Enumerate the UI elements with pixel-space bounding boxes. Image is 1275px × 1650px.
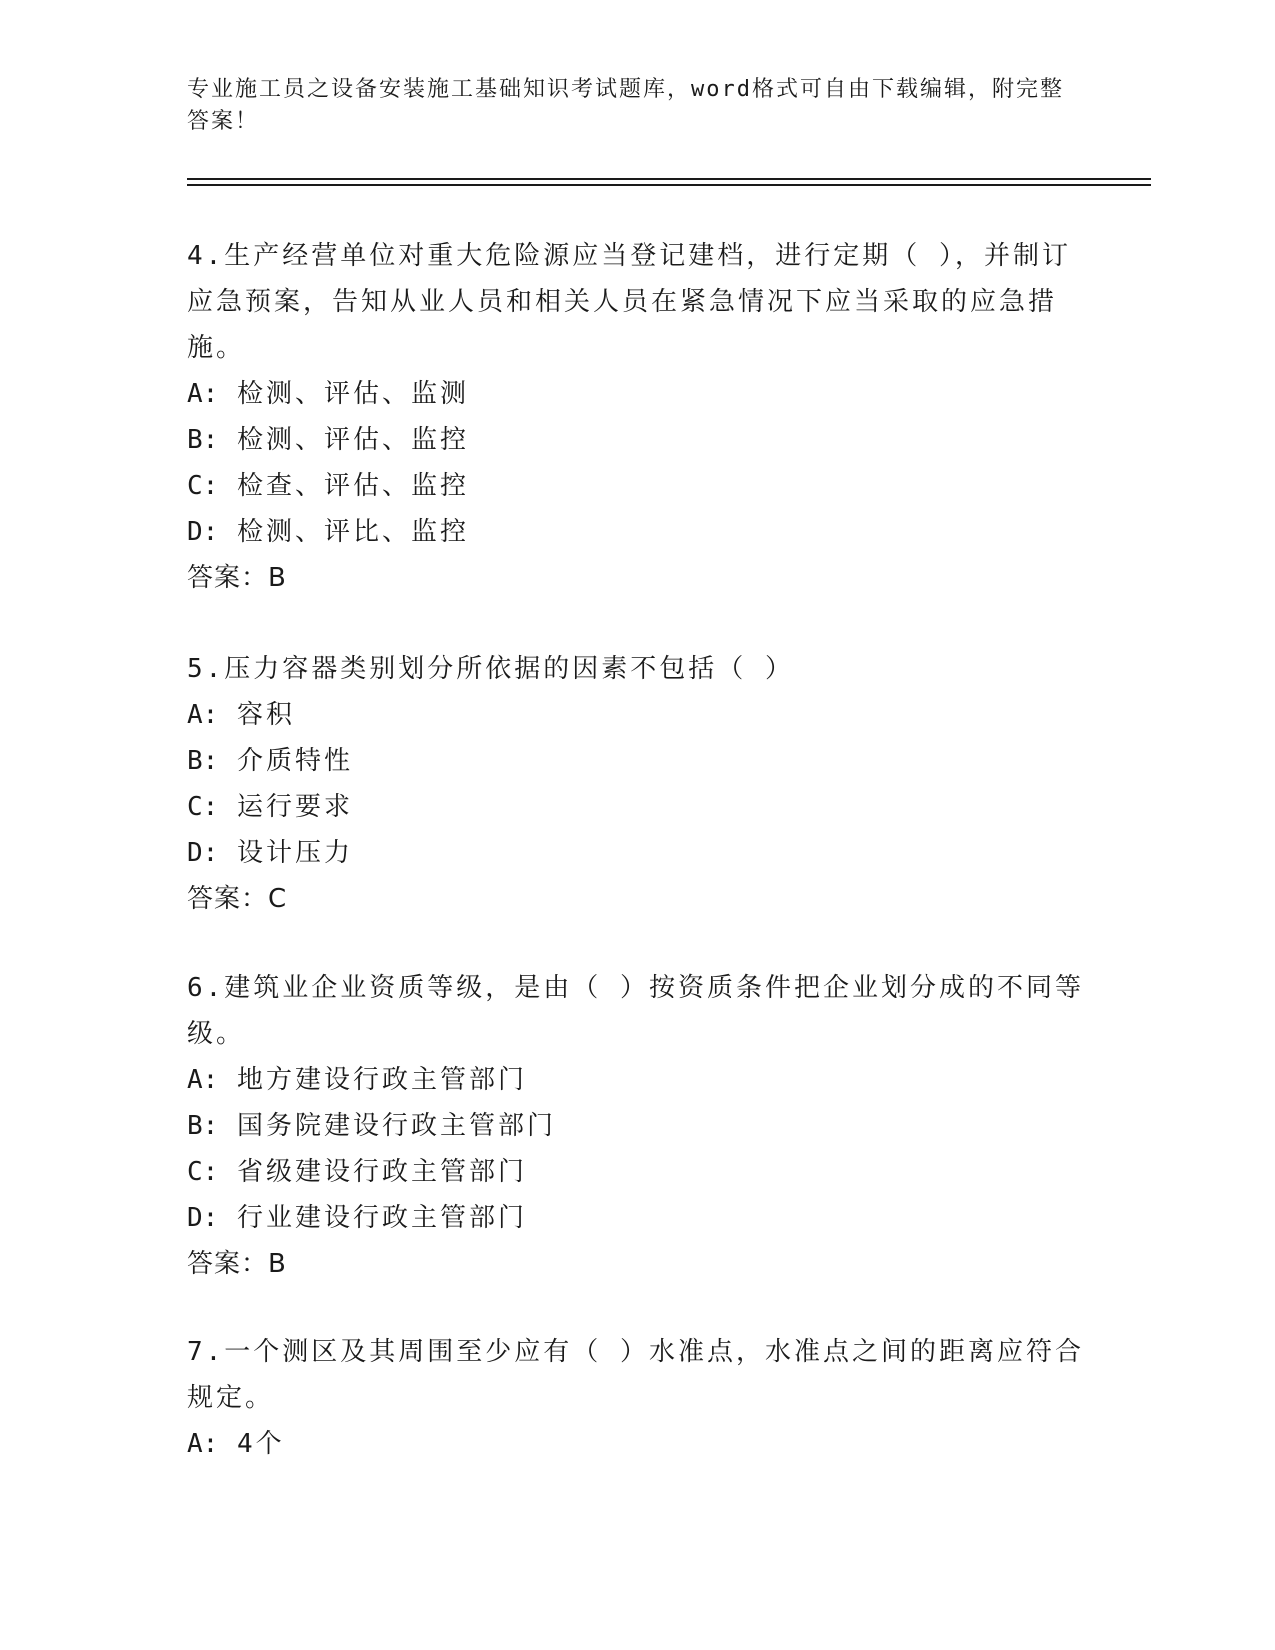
- option-text: 检测、评估、监控: [236, 425, 469, 455]
- header-rule-bottom: [187, 184, 1151, 186]
- option-b: [187, 1103, 1087, 1149]
- option-d: [187, 509, 1087, 555]
- option-text: 容积: [236, 700, 295, 730]
- option-label: D:: [187, 1203, 219, 1233]
- option-c: [187, 1149, 1087, 1195]
- option-label: A:: [187, 700, 219, 730]
- option-text: 4个: [236, 1429, 285, 1459]
- option-text: 国务院建设行政主管部门: [236, 1111, 556, 1141]
- option-label: D:: [187, 838, 219, 868]
- question-stem: 4.生产经营单位对重大危险源应当登记建档，进行定期（ ），并制订应急预案，告知从业人员和相关人员在紧急情况下应当采取的应急措施。: [187, 241, 1071, 363]
- option-c: [187, 784, 1087, 830]
- question-5: [187, 646, 1087, 922]
- option-label: A:: [187, 1429, 219, 1459]
- option-text: 检查、评估、监控: [236, 471, 469, 501]
- question-6: [187, 965, 1087, 1287]
- option-d: [187, 830, 1087, 876]
- option-a: [187, 692, 1087, 738]
- option-label: A:: [187, 379, 219, 409]
- option-text: 检测、评估、监测: [236, 379, 469, 409]
- option-text: 运行要求: [236, 792, 353, 822]
- question-4: [187, 233, 1087, 601]
- option-b: [187, 417, 1087, 463]
- option-a: [187, 1057, 1087, 1103]
- option-text: 检测、评比、监控: [236, 517, 469, 547]
- option-d: [187, 1195, 1087, 1241]
- question-stem: 6.建筑业企业资质等级，是由（ ）按资质条件把企业划分成的不同等级。: [187, 973, 1084, 1049]
- option-c: [187, 463, 1087, 509]
- option-label: B:: [187, 746, 219, 776]
- option-label: B:: [187, 425, 219, 455]
- question-stem: 5.压力容器类别划分所依据的因素不包括（ ）: [187, 654, 794, 684]
- answer: 答案：B: [187, 1249, 287, 1279]
- option-label: D:: [187, 517, 219, 547]
- option-text: 设计压力: [236, 838, 353, 868]
- question-7: [187, 1329, 1087, 1467]
- option-a: [187, 371, 1087, 417]
- option-text: 省级建设行政主管部门: [236, 1157, 527, 1187]
- answer: 答案：C: [187, 884, 288, 914]
- question-stem: 7.一个测区及其周围至少应有（ ）水准点，水准点之间的距离应符合规定。: [187, 1337, 1084, 1413]
- option-label: C:: [187, 1157, 219, 1187]
- option-text: 地方建设行政主管部门: [236, 1065, 527, 1095]
- option-label: C:: [187, 471, 219, 501]
- header-rule-top: [187, 178, 1151, 180]
- option-b: [187, 738, 1087, 784]
- option-label: A:: [187, 1065, 219, 1095]
- answer: 答案：B: [187, 563, 287, 593]
- option-label: C:: [187, 792, 219, 822]
- document-header: 专业施工员之设备安装施工基础知识考试题库，word格式可自由下载编辑，附完整答案！: [187, 77, 1064, 134]
- option-a: [187, 1421, 1087, 1467]
- option-label: B:: [187, 1111, 219, 1141]
- option-text: 行业建设行政主管部门: [236, 1203, 527, 1233]
- option-text: 介质特性: [236, 746, 353, 776]
